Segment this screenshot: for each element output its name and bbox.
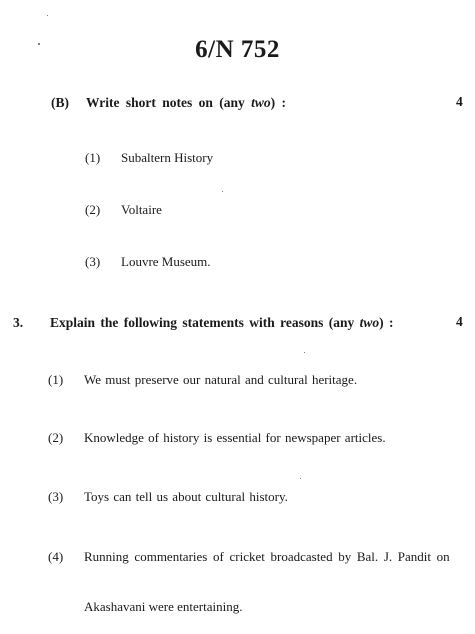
section-b-prompt-after: ) : xyxy=(270,95,287,110)
page-code: 6/N 752 xyxy=(195,36,280,63)
section-b-item-num: (2) xyxy=(85,202,101,217)
section-b-label: (B) xyxy=(51,95,69,110)
question-3-prompt xyxy=(50,315,394,331)
question-3-item-continuation: Akashavani were entertaining. xyxy=(84,599,243,614)
question-3-marks: 4 xyxy=(456,314,463,329)
section-b-item-text: Subaltern History xyxy=(121,150,214,165)
question-3-prompt-before: Explain the following statements with reasons (any xyxy=(50,315,360,330)
section-b-prompt xyxy=(86,95,286,111)
question-3-item-text: Running commentaries of cricket broadcasted by Bal. J. Pandit on xyxy=(84,549,450,564)
question-3-item-num: (2) xyxy=(48,430,64,445)
section-b-item-num: (1) xyxy=(85,150,101,165)
question-3-item-num: (3) xyxy=(48,489,64,504)
section-b-item-num: (3) xyxy=(85,254,101,269)
section-b-prompt-before: Write short notes on (any xyxy=(86,95,252,110)
scan-speck xyxy=(304,352,305,353)
scan-speck xyxy=(300,478,301,479)
scan-speck xyxy=(222,191,223,192)
question-3-number: 3. xyxy=(13,315,24,330)
section-b-prompt-italic: two xyxy=(251,95,271,110)
question-3-prompt-italic: two xyxy=(359,315,380,330)
question-3-item-num: (4) xyxy=(48,549,64,564)
question-3-item-text: We must preserve our natural and cultural heritage. xyxy=(84,372,358,387)
question-3-prompt-after: ) : xyxy=(379,315,394,330)
question-3-item-text: Knowledge of history is essential for newspaper articles. xyxy=(84,430,386,445)
question-3-item-num: (1) xyxy=(48,372,64,387)
section-b-item-text: Louvre Museum. xyxy=(121,254,211,269)
scan-speck xyxy=(47,15,48,16)
question-3-item-text: Toys can tell us about cultural history. xyxy=(84,489,288,504)
section-b-marks: 4 xyxy=(456,94,463,109)
section-b-item-text: Voltaire xyxy=(121,202,162,217)
